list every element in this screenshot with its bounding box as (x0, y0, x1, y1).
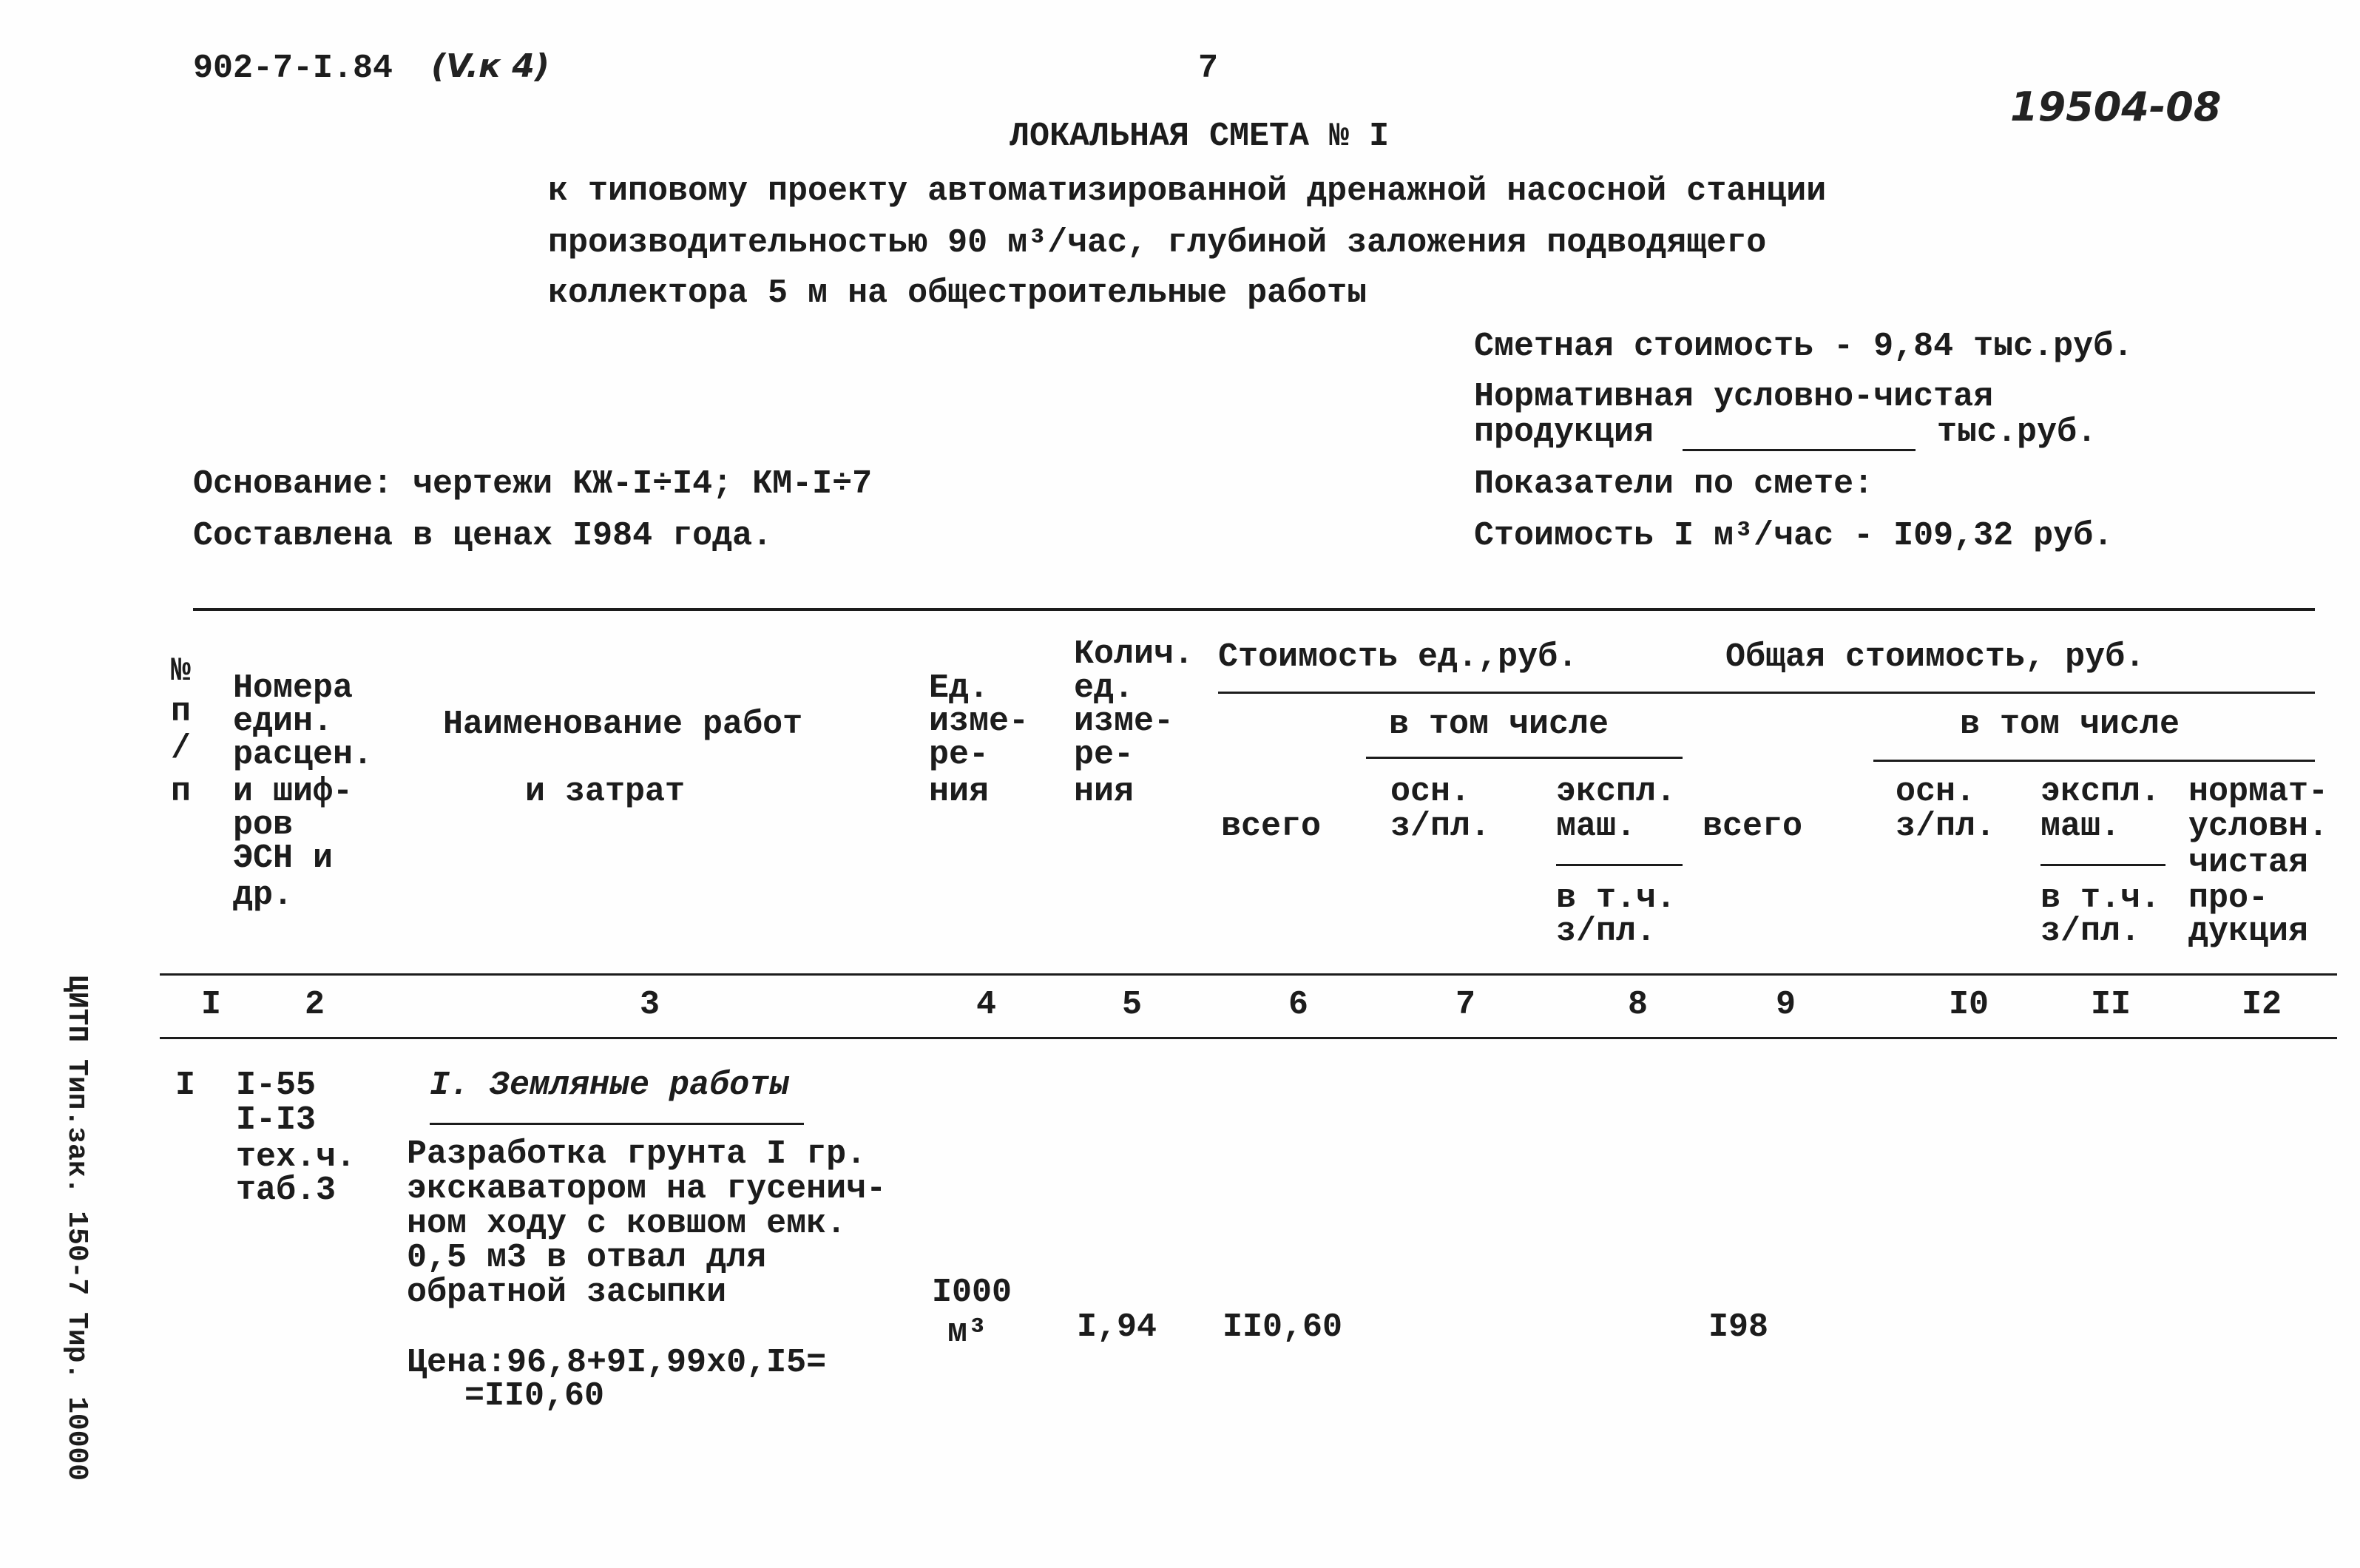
estimated-cost: Сметная стоимость - 9,84 тыс.руб. (1474, 328, 2134, 365)
header-col8-line: з/пл. (1556, 913, 1657, 950)
header-col5-line: изме- (1074, 703, 1174, 740)
header-col9-total: всего (1703, 808, 1803, 845)
unit-of-measure: I000 (932, 1274, 1012, 1311)
header-col1-line: п (171, 693, 192, 731)
row-number: I (175, 1067, 196, 1104)
header-col12-line: дукция (2188, 913, 2309, 950)
section-title-underline (430, 1123, 804, 1125)
header-col1-line: № (171, 652, 192, 690)
work-description-line: ном ходу с ковшом емк. (407, 1205, 847, 1243)
header-col11-line: в т.ч. (2041, 879, 2161, 917)
header-col12-line: чистая (2188, 844, 2309, 882)
price-formula-line: Цена:96,8+9I,99х0,I5= (407, 1344, 827, 1382)
header-col5-line: Колич. (1074, 635, 1194, 673)
header-col7-line: осн. (1390, 773, 1471, 811)
column-number: 9 (1776, 986, 1796, 1024)
column-number: 6 (1288, 986, 1309, 1024)
margin-print-imprint: ЦИТП Тип.зак. 150-7 Тир. 10000 (61, 975, 92, 1481)
row-code-line: таб.3 (236, 1172, 337, 1209)
subtitle-line: коллектора 5 м на общестроительные работы (548, 274, 1367, 312)
column-number: 7 (1455, 986, 1476, 1024)
subtitle-line: производительностью 90 м³/час, глубиной заложения подводящего (548, 224, 1767, 262)
normative-product-unit: тыс.руб. (1937, 413, 2097, 451)
header-total-cost-group: Общая стоимость, руб. (1725, 638, 2146, 676)
column-number: I2 (2242, 986, 2282, 1024)
header-bottom-rule (160, 973, 2337, 976)
row-code-line: тех.ч. (236, 1138, 356, 1176)
document-code: 902-7-I.84 (193, 50, 393, 87)
header-col4-line: ре- (929, 736, 990, 774)
unit-cost-indicator: Стоимость I м³/час - I09,32 руб. (1474, 517, 2114, 555)
header-including-rule (1873, 760, 2315, 762)
basis-prices: Составлена в ценах I984 года. (193, 517, 773, 555)
header-col11-line: экспл. (2041, 773, 2161, 811)
header-col12-line: нормат- (2188, 773, 2329, 811)
unit-cost-total-value: II0,60 (1223, 1308, 1343, 1346)
column-number: 5 (1122, 986, 1143, 1024)
header-col2-line: расцен. (233, 736, 373, 774)
section-title: I. Земляные работы (430, 1067, 790, 1104)
header-col10-line: з/пл. (1896, 808, 1996, 845)
price-formula-line: =II0,60 (464, 1377, 605, 1415)
column-number: 3 (640, 986, 660, 1024)
page-number: 7 (1198, 50, 1219, 87)
work-description-line: Разработка грунта I гр. (407, 1135, 867, 1173)
header-including-rule (1366, 757, 1683, 759)
column-number: 4 (976, 986, 997, 1024)
header-col2-line: ЭСН и (233, 839, 334, 877)
header-col10-line: осн. (1896, 773, 1976, 811)
header-col7-line: з/пл. (1390, 808, 1491, 845)
blank-value-line (1683, 449, 1916, 451)
header-col12-line: условн. (2188, 808, 2329, 845)
normative-product-label-2: продукция (1474, 413, 1654, 451)
quantity-value: I,94 (1077, 1308, 1157, 1346)
work-description-line: 0,5 м3 в отвал для (407, 1239, 767, 1277)
row-code-line: I-55 (236, 1067, 317, 1104)
header-col11-line: з/пл. (2041, 913, 2141, 950)
header-col11-line: маш. (2041, 808, 2121, 845)
header-col8-line: экспл. (1556, 773, 1677, 811)
handwritten-id: 19504-08 (2010, 84, 2222, 130)
subtitle-line: к типовому проекту автоматизированной дренажной насосной станции (548, 172, 1827, 210)
work-description-line: экскаватором на гусенич- (407, 1170, 887, 1208)
handwritten-volume-note: (V.к 4) (431, 47, 550, 85)
indicators-heading: Показатели по смете: (1474, 465, 1874, 503)
header-col5-line: ре- (1074, 736, 1135, 774)
header-group-rule (1218, 692, 2315, 694)
work-description-line: обратной засыпки (407, 1274, 727, 1311)
header-including-unit: в том числе (1389, 706, 1609, 743)
header-col6-total: всего (1221, 808, 1322, 845)
header-col1-line: п (171, 773, 192, 811)
header-col2-line: един. (233, 703, 334, 740)
unit-of-measure: м³ (947, 1314, 988, 1351)
basis-drawings: Основание: чертежи КЖ-I÷I4; КМ-I÷7 (193, 465, 873, 503)
header-col2-line: Номера (233, 669, 354, 707)
normative-product-label: Нормативная условно-чистая (1474, 378, 1994, 416)
header-col4-line: ния (929, 773, 990, 811)
header-col1-line: / (171, 730, 192, 768)
header-col4-line: изме- (929, 703, 1029, 740)
header-col2-line: и шиф- (233, 773, 354, 811)
column-number: II (2091, 986, 2131, 1024)
total-cost-value: I98 (1708, 1308, 1769, 1346)
header-col2-line: ров (233, 806, 294, 844)
column-number: 8 (1628, 986, 1649, 1024)
header-col12-line: про- (2188, 879, 2269, 917)
header-including-total: в том числе (1960, 706, 2180, 743)
column-number: I0 (1949, 986, 1989, 1024)
header-col11-rule (2041, 864, 2165, 866)
header-col4-line: Ед. (929, 669, 990, 707)
header-unit-cost-group: Стоимость ед.,руб. (1218, 638, 1578, 676)
column-number: 2 (305, 986, 325, 1024)
header-col3-line: Наименование работ (443, 706, 803, 743)
table-top-rule (193, 608, 2315, 611)
header-col5-line: ния (1074, 773, 1135, 811)
header-col5-line: ед. (1074, 669, 1135, 707)
header-col2-line: др. (233, 876, 294, 914)
column-number: I (201, 986, 222, 1024)
header-col3-line: и затрат (525, 773, 686, 811)
header-col8-line: маш. (1556, 808, 1637, 845)
row-code-line: I-I3 (236, 1101, 317, 1139)
header-col8-rule (1556, 864, 1683, 866)
column-numbers-rule (160, 1037, 2337, 1039)
document-title: ЛОКАЛЬНАЯ СМЕТА № I (1010, 118, 1390, 155)
header-col8-line: в т.ч. (1556, 879, 1677, 917)
